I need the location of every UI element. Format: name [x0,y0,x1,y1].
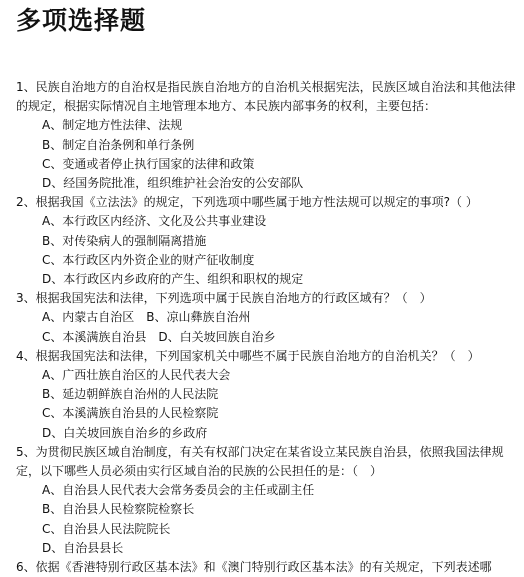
page-title: 多项选择题 [16,6,147,35]
option-row [16,328,518,347]
question-stem: 3、根据我国宪法和法律，下列选项中属于民族自治地方的行政区域有？（ ） [16,291,432,306]
option-d: D、白关坡回族自治乡的乡政府 [42,425,208,440]
option-d: D、经国务院批准，组织维护社会治安的公安部队 [42,176,304,191]
option-a: A、自治县人民代表大会常务委员会的主任或副主任 [42,483,315,498]
option-b: B、延边朝鲜族自治州的人民法院 [42,387,219,402]
question-stem: 5、为贯彻民族区域自治制度，有关有权部门决定在某省设立某民族自治县，依照我国法律规定，以下哪些人员必须由实行区域自治的民族的公民担任的是：（ ） [16,444,504,479]
question-2 [16,193,518,289]
question-4 [16,347,518,443]
question-stem: 4、根据我国宪法和法律，下列国家机关中哪些不属于民族自治地方的自治机关？（ ） [16,348,480,363]
option-c: C、本行政区内外资企业的财产征收制度 [42,252,255,267]
question-5 [16,443,518,558]
option-d: D、自治县县长 [42,540,124,555]
question-1 [16,78,518,193]
question-6 [16,558,518,577]
option-b: B、制定自治条例和单行条例 [42,137,195,152]
option-d: D、本行政区内乡政府的产生、组织和职权的规定 [42,272,304,287]
option-b: B、自治县人民检察院检察长 [42,502,195,517]
option-a: A、内蒙古自治区 [42,310,135,325]
option-b: B、对传染病人的强制隔离措施 [42,233,207,248]
option-c: C、变通或者停止执行国家的法律和政策 [42,156,255,171]
question-stem: 2、根据我国《立法法》的规定，下列选项中哪些属于地方性法规可以规定的事项?（ ） [16,195,478,210]
option-c: C、自治县人民法院院长 [42,521,171,536]
option-a: A、广西壮族自治区的人民代表大会 [42,368,231,383]
option-b: B、凉山彝族自治州 [146,310,251,325]
option-a: A、制定地方性法律、法规 [42,118,183,133]
question-list [16,78,518,577]
option-c: C、本溪满族自治县的人民检察院 [42,406,219,421]
question-stem: 1、民族自治地方的自治权是指民族自治地方的自治机关根据宪法，民族区域自治法和其他法律的规定，根据实际情况自主地管理本地方、本民族内部事务的权利，主要包括： [16,80,516,114]
option-row [16,308,518,327]
option-d: D、白关坡回族自治乡 [158,329,276,344]
question-3 [16,289,518,347]
option-c: C、本溪满族自治县 [42,329,147,344]
question-stem: 6、依据《香港特别行政区基本法》和《澳门特别行政区基本法》的有关规定，下列表述哪 [16,560,492,575]
option-a: A、本行政区内经济、文化及公共事业建设 [42,214,267,229]
